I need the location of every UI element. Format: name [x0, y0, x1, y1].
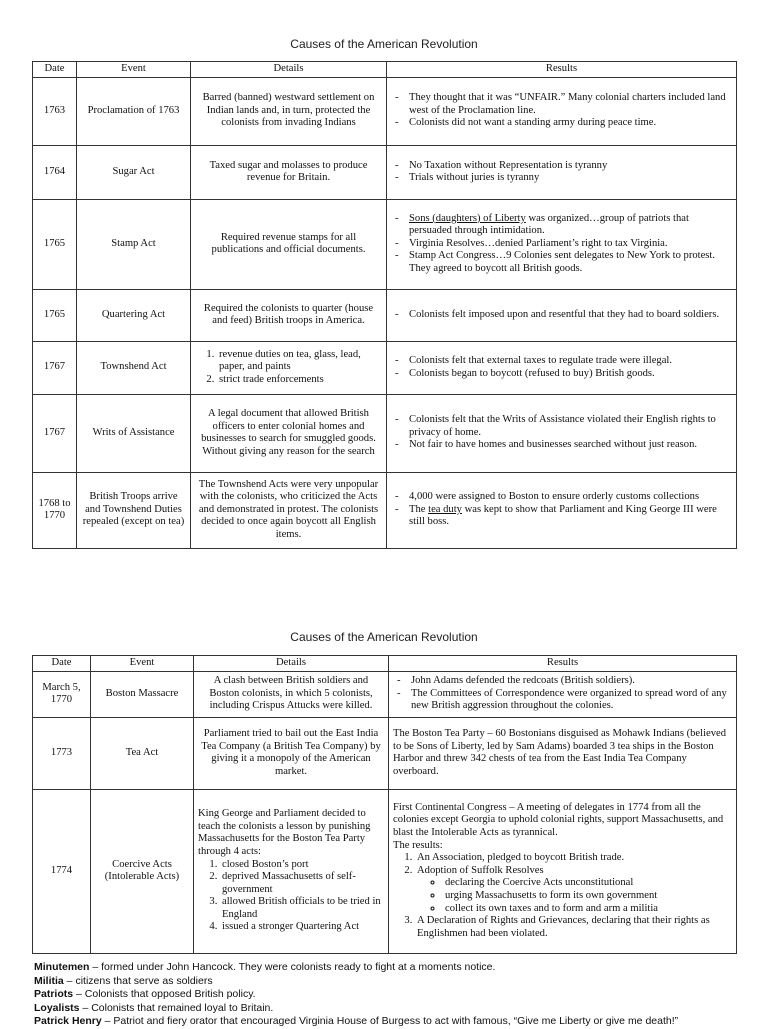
- definition-term: Patrick Henry: [34, 1015, 102, 1027]
- definition-item: [34, 961, 754, 975]
- result-text: Adoption of Suffolk Resolves: [417, 864, 544, 876]
- table-row: [33, 671, 737, 717]
- row-details: Barred (banned) westward settlement on Indian lands and, in turn, protected the colonists from invading Indians: [191, 77, 387, 145]
- result-item: 1. An Association, pledged to boycott British trade.: [415, 852, 732, 865]
- table-row: [33, 717, 737, 789]
- result-subitem: ◦ declaring the Coercive Acts unconstitutional: [443, 877, 732, 890]
- definition-text: – formed under John Hancock. They were colonists ready to fight at a moments notice.: [89, 961, 496, 973]
- result-item: - Colonists felt that the Writs of Assistance violated their English rights to privacy of home.: [391, 414, 732, 439]
- details-item: 3. allowed British officials to be tried in England: [220, 896, 384, 921]
- row-event: Stamp Act: [77, 199, 191, 289]
- result-item: [415, 865, 732, 915]
- table-row: [33, 789, 737, 953]
- result-item: 3. A Declaration of Rights and Grievances, declaring that their rights as Englishmen had been violated.: [415, 915, 732, 940]
- result-item: - They thought that it was “UNFAIR.” Many colonial charters included land west of the Proclamation line.: [391, 92, 732, 117]
- row-details: Required the colonists to quarter (house and feed) British troops in America.: [191, 289, 387, 341]
- table-row: [33, 77, 737, 145]
- results-intro: First Continental Congress – A meeting of delegates in 1774 from all the colonies except Georgia to uphold colonial rights, support Massachusetts, and blast the Intolerable Acts as tyrannical.: [393, 801, 724, 839]
- definition-text: – Patriot and fiery orator that encouraged Virginia House of Burgess to act with famous, “Give me Liberty or give me death!”: [101, 1015, 679, 1027]
- details-intro: King George and Parliament decided to teach the colonists a lesson by punishing Massachusetts for the Boston Tea Party through 4 acts:: [198, 808, 371, 857]
- result-subitem: ◦ urging Massachusetts to form its own government: [443, 890, 732, 903]
- definitions-list: [34, 961, 754, 1029]
- row-date: 1767: [33, 341, 77, 394]
- details-item: 2. deprived Massachusetts of self-government: [220, 871, 384, 896]
- table-row: [33, 199, 737, 289]
- row-date: 1768 to 1770: [33, 472, 77, 548]
- column-header-date: Date: [33, 656, 91, 672]
- table-header-row: [33, 62, 737, 78]
- causes-table-2: [32, 655, 737, 954]
- result-item: - Stamp Act Congress…9 Colonies sent delegates to New York to protest. They agreed to boycott all British goods.: [391, 250, 732, 275]
- result-item: - Colonists felt imposed upon and resentful that they had to board soldiers.: [391, 309, 732, 322]
- row-results: [387, 145, 737, 199]
- column-header-date: Date: [33, 62, 77, 78]
- row-details: Taxed sugar and molasses to produce revenue for Britain.: [191, 145, 387, 199]
- result-text: was kept to show that Parliament and King George III were still boss.: [409, 503, 717, 528]
- column-header-details: Details: [191, 62, 387, 78]
- row-results: The Boston Tea Party – 60 Bostonians disguised as Mohawk Indians (believed to be Sons of Liberty, led by Sam Adams) boarded 3 tea ships in the Boston Harbor and threw 342 chests of tea from the East India Tea Company overboard.: [389, 717, 737, 789]
- row-event: Coercive Acts (Intolerable Acts): [91, 789, 194, 953]
- result-item: - No Taxation without Representation is tyranny: [391, 160, 732, 173]
- row-results: [387, 77, 737, 145]
- result-item: - Colonists felt that external taxes to regulate trade were illegal.: [391, 355, 732, 368]
- row-details: [194, 789, 389, 953]
- definition-text: – Colonists that opposed British policy.: [73, 988, 256, 1000]
- column-header-event: Event: [77, 62, 191, 78]
- definition-term: Minutemen: [34, 961, 90, 973]
- definition-item: [34, 975, 754, 989]
- result-text: was organized…group of patriots that persuaded through intimidation.: [409, 212, 689, 237]
- page-title-2: Causes of the American Revolution: [290, 630, 478, 644]
- row-results: [389, 671, 737, 717]
- definition-item: [34, 1015, 754, 1029]
- row-results: [387, 289, 737, 341]
- results-label: The results:: [393, 839, 443, 851]
- result-item: - John Adams defended the redcoats (British soldiers).: [393, 675, 732, 688]
- row-details: A legal document that allowed British officers to enter colonial homes and businesses to search for smuggled goods. Without giving any reason for the search: [191, 394, 387, 472]
- row-date: 1763: [33, 77, 77, 145]
- table-header-row: [33, 656, 737, 672]
- table-row: [33, 289, 737, 341]
- definition-term: Patriots: [34, 988, 74, 1000]
- row-details: The Townshend Acts were very unpopular with the colonists, who criticized the Acts and demonstrated in protest. The colonists decided to once again boycott all English items.: [191, 472, 387, 548]
- row-date: 1765: [33, 199, 77, 289]
- row-details: [191, 341, 387, 394]
- row-date: 1767: [33, 394, 77, 472]
- table-row: [33, 472, 737, 548]
- result-item: - Not fair to have homes and businesses searched without just reason.: [391, 439, 732, 452]
- row-results: [387, 341, 737, 394]
- row-event: Boston Massacre: [91, 671, 194, 717]
- row-event: Writs of Assistance: [77, 394, 191, 472]
- result-item: - Colonists did not want a standing army during peace time.: [391, 117, 732, 130]
- underlined-term: tea duty: [428, 503, 462, 515]
- result-item: - Trials without juries is tyranny: [391, 172, 732, 185]
- row-results: [387, 199, 737, 289]
- details-item: 1. closed Boston’s port: [220, 859, 384, 872]
- row-date: March 5, 1770: [33, 671, 91, 717]
- row-date: 1774: [33, 789, 91, 953]
- page-title-1: Causes of the American Revolution: [290, 37, 478, 51]
- row-event: British Troops arrive and Townshend Duties repealed (except on tea): [77, 472, 191, 548]
- result-item: - Colonists began to boycott (refused to buy) British goods.: [391, 368, 732, 381]
- table-row: [33, 394, 737, 472]
- result-item: - Virginia Resolves…denied Parliament’s right to tax Virginia.: [391, 238, 732, 251]
- definition-term: Militia: [34, 974, 64, 987]
- row-event: Quartering Act: [77, 289, 191, 341]
- row-details: Parliament tried to bail out the East India Tea Company (a British Tea Company) by giving it a monopoly of the American market.: [194, 717, 389, 789]
- definition-term: Loyalists: [34, 1001, 80, 1014]
- row-date: 1773: [33, 717, 91, 789]
- details-item: 1. revenue duties on tea, glass, lead, paper, and paints: [217, 349, 382, 374]
- column-header-results: Results: [389, 656, 737, 672]
- row-event: Tea Act: [91, 717, 194, 789]
- definition-text: – citizens that serve as soldiers: [63, 974, 213, 987]
- column-header-event: Event: [91, 656, 194, 672]
- result-text: The: [409, 503, 429, 515]
- row-details: Required revenue stamps for all publications and official documents.: [191, 199, 387, 289]
- result-subitem: ◦ collect its own taxes and to form and arm a militia: [443, 903, 732, 916]
- result-item: - The Committees of Correspondence were organized to spread word of any new British aggression throughout the colonies.: [393, 688, 732, 713]
- table-row: [33, 145, 737, 199]
- row-event: Townshend Act: [77, 341, 191, 394]
- row-date: 1764: [33, 145, 77, 199]
- row-results: [389, 789, 737, 953]
- row-results: [387, 394, 737, 472]
- underlined-term: Sons (daughters) of Liberty: [409, 212, 526, 224]
- column-header-details: Details: [194, 656, 389, 672]
- result-item: [391, 213, 732, 238]
- row-results: [387, 472, 737, 548]
- causes-table-1: [32, 61, 737, 549]
- result-item: - 4,000 were assigned to Boston to ensure orderly customs collections: [391, 491, 732, 504]
- row-event: Sugar Act: [77, 145, 191, 199]
- row-date: 1765: [33, 289, 77, 341]
- column-header-results: Results: [387, 62, 737, 78]
- definition-text: – Colonists that remained loyal to Britain.: [79, 1001, 274, 1014]
- details-item: 4. issued a stronger Quartering Act: [220, 921, 384, 934]
- definition-item: [34, 1002, 754, 1016]
- result-item: [391, 504, 732, 529]
- details-item: 2. strict trade enforcements: [217, 374, 382, 387]
- row-event: Proclamation of 1763: [77, 77, 191, 145]
- table-row: [33, 341, 737, 394]
- definition-item: [34, 988, 754, 1002]
- row-details: A clash between British soldiers and Boston colonists, in which 5 colonists, including Crispus Attucks were killed.: [194, 671, 389, 717]
